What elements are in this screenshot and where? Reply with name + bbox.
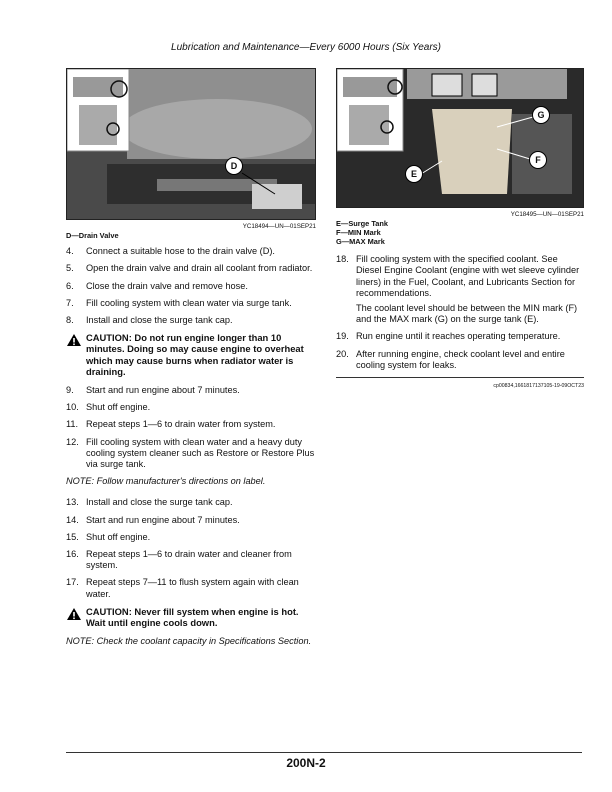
step-text: Shut off engine. [86, 531, 151, 542]
step-item [66, 315, 316, 326]
surge-tank-photo [336, 68, 584, 208]
page-number: 200N-2 [286, 756, 326, 770]
steps-list [66, 246, 316, 326]
step-item [66, 281, 316, 292]
reference-code: cp00834,1661817137105-19-09OCT23 [493, 383, 584, 390]
callout-e: E [405, 165, 423, 183]
step-item [66, 577, 316, 599]
step-text: Repeat steps 1—6 to drain water from system. [86, 419, 276, 430]
figure-id: YC18494—UN—01SEP21 [242, 223, 316, 230]
caution-text: CAUTION: Never fill system when engine is hot. Wait until engine cools down. [86, 605, 299, 629]
callout-f: F [529, 151, 547, 169]
step-number: 6. [66, 280, 74, 291]
step-text: Open the drain valve and drain all coolant from radiator. [86, 263, 313, 274]
step-item [66, 437, 316, 471]
step-text: Start and run engine about 7 minutes. [86, 385, 240, 396]
callout-g: G [532, 106, 550, 124]
steps-list [336, 331, 584, 371]
steps-list [66, 385, 316, 470]
step-number: 15. [66, 531, 79, 542]
note-text: NOTE: Check the coolant capacity in Specifications Section. [66, 636, 312, 647]
right-column [336, 68, 584, 392]
step-item [336, 254, 584, 299]
step-number: 4. [66, 246, 74, 257]
step-number: 13. [66, 497, 79, 508]
step-item [66, 298, 316, 309]
figure-caption: E—Surge Tank [336, 219, 389, 229]
step-number: 8. [66, 315, 74, 326]
figure-caption: D—Drain Valve [66, 231, 119, 241]
step-item [66, 246, 316, 257]
warning-triangle-icon [66, 332, 86, 377]
drain-valve-illustration [67, 69, 315, 219]
step-number: 10. [66, 402, 79, 413]
figure-id: YC18495—UN—01SEP21 [510, 211, 584, 218]
step-text: Install and close the surge tank cap. [86, 315, 233, 326]
step-text: After running engine, check coolant level and entire cooling system for leaks. [356, 348, 565, 370]
surge-tank-illustration [337, 69, 583, 207]
step-text: Fill cooling system with clean water and a heavy duty cooling system cleaner such as Restore or Restore Plus via surge tank. [86, 436, 315, 470]
section-divider [336, 377, 584, 378]
drain-valve-photo [66, 68, 316, 220]
figure-caption: G—MAX Mark [336, 237, 385, 247]
step-item [66, 497, 316, 508]
left-column [66, 68, 316, 657]
step-item [336, 331, 584, 342]
step-number: 5. [66, 263, 74, 274]
caution-block [66, 606, 316, 628]
step-item [66, 549, 316, 571]
callout-d: D [225, 157, 243, 175]
step-item [66, 515, 316, 526]
page-header: Lubrication and Maintenance—Every 6000 Hours (Six Years) [171, 42, 441, 53]
step-number: 18. [336, 254, 349, 265]
step-text: Shut off engine. [86, 402, 151, 413]
step-text: Repeat steps 1—6 to drain water and cleaner from system. [86, 549, 292, 571]
step-text: Fill cooling system with clean water via surge tank. [86, 297, 292, 308]
step-item [66, 402, 316, 413]
step-item [66, 419, 316, 430]
step-item [66, 263, 316, 274]
step-number: 11. [66, 419, 79, 430]
step-text: Install and close the surge tank cap. [86, 497, 233, 508]
step-number: 7. [66, 297, 74, 308]
caution-block [66, 332, 316, 377]
step-subparagraph: The coolant level should be between the MIN mark (F) and the MAX mark (G) on the surge tank (E). [356, 303, 578, 325]
step-text: Start and run engine about 7 minutes. [86, 514, 240, 525]
step-text: Connect a suitable hose to the drain valve (D). [86, 246, 275, 257]
steps-list [66, 497, 316, 599]
footer-divider [66, 752, 582, 753]
step-text: Repeat steps 7—11 to flush system again with clean water. [86, 577, 299, 599]
step-number: 14. [66, 514, 79, 525]
figure-caption: F—MIN Mark [336, 228, 381, 238]
step-text: Close the drain valve and remove hose. [86, 280, 248, 291]
step-item [336, 349, 584, 371]
warning-triangle-icon [66, 606, 86, 628]
step-text: Run engine until it reaches operating temperature. [356, 331, 561, 342]
step-text: Fill cooling system with the specified coolant. See Diesel Engine Coolant (engine with wet sleeve cylinder liners) in the Fuel, Coolant, and Lubricants Section for recommendations. [356, 254, 580, 298]
step-number: 9. [66, 385, 74, 396]
step-number: 16. [66, 549, 79, 560]
step-number: 12. [66, 436, 79, 447]
note-text: NOTE: Follow manufacturer's directions on label. [66, 476, 266, 487]
step-item [66, 532, 316, 543]
step-number: 17. [66, 577, 79, 588]
step-number: 19. [336, 331, 349, 342]
caution-text: CAUTION: Do not run engine longer than 10 minutes. Doing so may cause engine to overheat which may cause burns when radiator water is draining. [86, 332, 304, 377]
step-number: 20. [336, 348, 349, 359]
step-item [66, 385, 316, 396]
steps-list [336, 254, 584, 299]
